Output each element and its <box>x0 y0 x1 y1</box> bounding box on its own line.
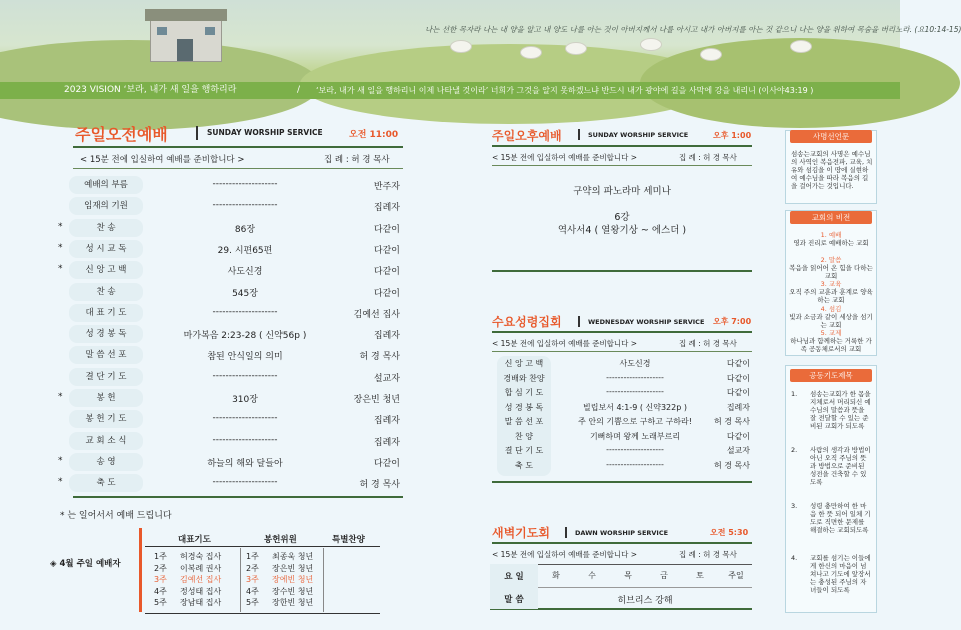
prayer-week: 3주 <box>154 575 167 585</box>
sheep-icon <box>520 46 542 59</box>
prayer-person: 허경숙 집사 <box>180 552 222 561</box>
dawn-day-label: 요 일 <box>504 572 524 582</box>
standing-star: * <box>58 221 63 232</box>
order-item-content: -------------------- <box>212 179 278 189</box>
order-item-content: -------------------- <box>212 370 278 381</box>
standing-note: * 는 일어서서 예배 드립니다 <box>60 511 172 521</box>
vision-item-text: 영과 진리로 예배하는 교회 <box>793 239 869 247</box>
header-banner <box>0 0 961 82</box>
vision-item-text: 하나님과 함께하는 거룩한 가족 공동체로서의 교회 <box>790 337 872 353</box>
vision-item-text: 복음을 읽어어 온 힘을 다하는 교회 <box>789 263 873 280</box>
order-item-name: 성 경 봉 독 <box>69 325 143 343</box>
wednesday-notice: < 15분 전에 입실하여 예배를 준비합니다 > <box>492 339 638 348</box>
wednesday-item-name: 말 씀 선 포 <box>504 417 544 426</box>
mission-heading: 사명선언문 <box>790 130 872 143</box>
servants-footer-rule <box>145 613 380 614</box>
order-item-content: 545장 <box>232 288 258 299</box>
prayer-item-text: 성령 충만하여 한 마음 한 뜻 되어 일체 기도로 직면한 문제를 해결하는 교회되도록 <box>810 502 871 534</box>
offering-week: 2주 <box>246 563 259 573</box>
section-rule <box>492 165 752 166</box>
vision-title: 2023 VISION ‘보라, 내가 새 일을 행하리라 <box>64 85 237 95</box>
order-item-person: 다같이 <box>373 224 400 235</box>
wednesday-item-content: 사도신경 <box>619 359 651 368</box>
offering-week: 4주 <box>246 586 259 596</box>
prayer-person: 이복례 권사 <box>180 563 222 573</box>
wednesday-item-person: 설교자 <box>726 446 750 455</box>
order-item-name: 송 영 <box>69 453 143 471</box>
title-divider <box>565 527 567 538</box>
title-divider <box>578 316 580 327</box>
header-special: 특별찬양 <box>332 535 365 545</box>
prayer-week: 5주 <box>154 598 167 608</box>
wednesday-item-name: 신 앙 고 백 <box>504 359 544 368</box>
prayer-item-text: 교회를 섬기는 이들에게 한신의 마음이 넘쳐나고 기도에 앞장서는 충성된 주님의 자녀들이 되도록 <box>810 554 871 594</box>
section-rule <box>73 146 403 148</box>
wednesday-item-content: 빌립보서 4:1-9 ( 신약322p ) <box>583 402 687 412</box>
order-item-person: 다같이 <box>373 458 400 469</box>
offering-week: 1주 <box>246 552 259 561</box>
wednesday-item-name: 합 심 기 도 <box>504 388 544 397</box>
sheep-icon <box>640 38 662 51</box>
section-rule <box>492 481 752 483</box>
dawn-schedule <box>490 564 752 609</box>
order-item-person: 반주자 <box>373 182 400 192</box>
dawn-day: 토 <box>696 571 704 580</box>
dawn-word: 히브리스 강해 <box>617 596 673 606</box>
order-item-name: 대 표 기 도 <box>69 304 143 322</box>
vision-heading: 교회의 비전 <box>790 211 872 224</box>
order-item-name: 임재의 기원 <box>69 197 143 215</box>
wednesday-presider: 집 례 : 허 경 목사 <box>679 339 737 348</box>
afternoon-line1: 구약의 파노라마 세미나 <box>573 186 671 197</box>
standing-star: * <box>58 455 63 466</box>
order-item-name: 교 회 소 식 <box>69 432 143 450</box>
banner-verse: 나는 선한 목자라 나는 내 양을 알고 내 양도 나를 아는 것이 아버지께서 나를 아시고 내가 아버지를 아는 것 같으니 나는 양을 위하여 목숨을 버리노라. (요10:14-15) <box>425 25 961 34</box>
order-item-person: 집례자 <box>373 416 400 427</box>
order-item-person: 김예선 집사 <box>353 309 400 320</box>
section-rule <box>73 496 403 498</box>
order-item-person: 장은빈 청년 <box>353 395 400 405</box>
wednesday-item-content: -------------------- <box>606 459 664 469</box>
offering-person: 최종욱 청년 <box>272 552 314 561</box>
order-item-content: 29. 시편65편 <box>217 245 273 256</box>
servants-divider <box>323 548 324 612</box>
order-item-content: 참된 안식일의 의미 <box>207 352 283 363</box>
sheep-icon <box>700 48 722 61</box>
prayer-item-text: 섬송는교회가 한 몸을 지체로서 머리되신 예수님의 말씀과 뜻을 잘 전달할 수 있는 준비된 교회가 되도록 <box>810 390 871 430</box>
prayer-person: 장남태 집사 <box>180 598 222 608</box>
order-item-name: 예배의 부름 <box>69 176 143 194</box>
wednesday-subtitle: WEDNESDAY WORSHIP SERVICE <box>588 318 705 326</box>
dawn-day: 금 <box>660 571 668 580</box>
order-item-name: 찬 송 <box>69 283 143 301</box>
wednesday-item-content: -------------------- <box>606 445 664 454</box>
prayer-item-number: 2. <box>791 446 798 454</box>
order-item-name: 성 시 교 독 <box>69 240 143 258</box>
wednesday-item-content: -------------------- <box>606 387 664 396</box>
order-item-content: 사도신경 <box>227 267 263 278</box>
dawn-subtitle: DAWN WORSHIP SERVICE <box>575 529 669 537</box>
prayer-week: 2주 <box>154 563 167 573</box>
offering-person: 장수빈 청년 <box>272 586 314 596</box>
order-item-name: 봉 헌 <box>69 389 143 407</box>
vision-item-text: 오직 주의 교훈과 훈계로 양육하는 교회 <box>789 288 873 304</box>
afternoon-line2: 6강 <box>614 212 630 223</box>
sheep-icon <box>565 42 587 55</box>
wednesday-item-name: 성 경 봉 독 <box>504 402 544 412</box>
sunday-subtitle: SUNDAY WORSHIP SERVICE <box>207 128 323 137</box>
vision-item-number: 1. 예배 <box>820 231 842 239</box>
order-item-name: 신 앙 고 백 <box>69 261 143 279</box>
order-item-name: 결 단 기 도 <box>69 368 143 386</box>
wednesday-item-name: 결 단 기 도 <box>504 446 544 455</box>
servants-accent-bar <box>139 528 142 612</box>
standing-star: * <box>58 477 63 488</box>
prayer-week: 1주 <box>154 552 167 561</box>
offering-person: 장한빈 청년 <box>272 598 314 608</box>
vision-item-number: 2. 말씀 <box>820 255 842 264</box>
sunday-time: 오전 11:00 <box>349 130 399 140</box>
prayer-box <box>785 365 877 613</box>
prayer-item-number: 1. <box>791 390 798 398</box>
dawn-word-label: 말 씀 <box>504 595 524 605</box>
wednesday-item-content: 기뻐하며 왕께 노래부르리 <box>589 431 681 441</box>
dawn-time: 오전 5:30 <box>710 528 749 537</box>
dawn-title: 새벽기도회 <box>492 526 550 540</box>
prayer-week: 4주 <box>154 586 167 596</box>
dawn-notice: < 15분 전에 입실하여 예배를 준비합니다 > <box>492 550 638 559</box>
section-rule <box>73 168 403 169</box>
prayer-person: 정성태 집사 <box>180 586 222 596</box>
section-rule <box>492 351 752 352</box>
sheep-icon <box>450 40 472 53</box>
dawn-day: 화 <box>552 571 560 580</box>
church-illustration <box>150 18 222 62</box>
dawn-day: 목 <box>624 571 632 580</box>
standing-star: * <box>58 264 63 275</box>
servants-divider <box>240 548 241 612</box>
offering-week: 5주 <box>246 598 259 608</box>
standing-star: * <box>58 242 63 253</box>
afternoon-line3: 역사서4 ( 열왕기상 ~ 에스더 ) <box>557 225 687 236</box>
header-prayer: 대표기도 <box>178 535 211 545</box>
order-item-person: 허 경 목사 <box>359 352 400 363</box>
vision-item-number: 4. 섬김 <box>820 304 842 313</box>
section-rule <box>492 145 752 147</box>
wednesday-item-person: 허 경 목사 <box>714 460 750 470</box>
servants-label: ◈ 4월 주일 예배자 <box>50 559 121 569</box>
section-rule <box>492 270 752 272</box>
order-item-person: 허 경 목사 <box>359 480 400 491</box>
vision-slash: / <box>297 85 301 95</box>
afternoon-subtitle: SUNDAY WORSHIP SERVICE <box>588 131 689 139</box>
order-item-person: 다같이 <box>373 245 400 256</box>
sunday-notice: < 15분 전에 입실하여 예배를 준비합니다 > <box>80 155 245 165</box>
order-item-name: 축 도 <box>69 474 143 492</box>
afternoon-title: 주일오후예배 <box>492 129 562 143</box>
wednesday-item-name: 경배와 찬양 <box>503 373 545 383</box>
wednesday-item-name: 축 도 <box>515 460 533 470</box>
mission-text: 섬송는교회의 사명은 예수님의 사역인 복음전파, 교육, 치유와 섬김을 이 땅에 실현하여 예수님을 따라 복음의 길을 걸어가는 것입니다. <box>791 150 873 190</box>
offering-week: 3주 <box>246 575 259 585</box>
order-item-content: 310장 <box>232 395 258 405</box>
order-item-person: 설교자 <box>373 373 400 384</box>
wednesday-item-person: 집례자 <box>726 402 750 412</box>
header-offering: 봉헌위원 <box>264 535 297 545</box>
order-item-content: -------------------- <box>212 306 278 317</box>
dawn-presider: 집 례 : 허 경 목사 <box>679 550 737 559</box>
vision-item-number: 5. 교제 <box>820 329 842 337</box>
order-item-person: 집례자 <box>373 331 400 342</box>
servants-header-rule <box>145 546 380 547</box>
order-item-person: 다같이 <box>373 267 400 278</box>
sheep-icon <box>790 40 812 53</box>
vision-box <box>785 210 877 356</box>
vision-text: ‘보라, 내가 새 일을 행하리니 이제 나타낼 것이라’ 너희가 그것을 알지 못하겠느냐 반드시 내가 광야에 길을 사막에 강을 내리니 (이사야43:19 ) <box>316 86 814 95</box>
order-item-content: -------------------- <box>212 434 278 445</box>
wednesday-time: 오후 7:00 <box>713 317 752 326</box>
vision-bar <box>0 82 900 99</box>
wednesday-item-name: 찬 양 <box>515 431 533 441</box>
wednesday-item-person: 다같이 <box>726 373 750 383</box>
order-item-name: 찬 송 <box>69 219 143 237</box>
prayer-item-number: 3. <box>791 502 798 510</box>
order-item-name: 봉 헌 기 도 <box>69 410 143 428</box>
vision-item-number: 3. 교육 <box>820 280 842 288</box>
order-item-person: 다같이 <box>373 288 400 299</box>
order-item-content: -------------------- <box>212 477 278 488</box>
sunday-presider: 집 례 : 허 경 목사 <box>324 155 390 165</box>
prayer-person: 김예선 집사 <box>180 575 222 585</box>
standing-star: * <box>58 392 63 402</box>
wednesday-title: 수요성령집회 <box>492 315 562 329</box>
offering-person: 장은빈 청년 <box>272 563 314 573</box>
afternoon-time: 오후 1:00 <box>713 131 752 140</box>
prayer-item-text: 사람의 생각과 방법이 아닌 오직 주님의 뜻과 방법으로 준비된 성전을 건축할 수 있도록 <box>810 446 871 486</box>
wednesday-item-person: 다같이 <box>726 359 750 368</box>
prayer-heading: 공동기도제목 <box>790 369 872 382</box>
order-item-content: -------------------- <box>212 413 278 424</box>
order-item-name: 말 씀 선 포 <box>69 346 143 364</box>
order-item-content: -------------------- <box>212 200 278 211</box>
afternoon-notice: < 15분 전에 입실하여 예배를 준비합니다 > <box>492 153 638 162</box>
order-item-content: 86장 <box>234 224 256 235</box>
dawn-day: 주일 <box>728 571 744 580</box>
prayer-item-number: 4. <box>791 554 798 562</box>
vision-item-text: 빛과 소금과 같이 세상을 섬기는 교회 <box>789 312 873 329</box>
wednesday-item-person: 허 경 목사 <box>714 417 750 426</box>
dawn-day: 수 <box>588 571 596 580</box>
order-item-person: 집례자 <box>373 203 400 214</box>
order-item-content: 마가복음 2:23-28 ( 신약56p ) <box>183 331 307 342</box>
mission-box <box>785 130 877 204</box>
order-item-person: 집례자 <box>373 437 400 448</box>
title-divider <box>196 126 198 140</box>
wednesday-item-content: -------------------- <box>606 372 664 382</box>
title-divider <box>578 129 580 140</box>
wednesday-item-content: 주 안의 기쁨으로 구하고 구하라! <box>578 417 692 426</box>
wednesday-item-person: 다같이 <box>726 388 750 397</box>
offering-person: 장에빈 청년 <box>272 575 314 585</box>
order-item-content: 하늘의 해와 달들아 <box>207 458 283 469</box>
section-rule <box>492 542 752 544</box>
section-rule <box>492 331 752 333</box>
wednesday-item-person: 다같이 <box>726 431 750 441</box>
afternoon-presider: 집 례 : 허 경 목사 <box>679 153 737 162</box>
sunday-title: 주일오전예배 <box>75 125 168 144</box>
